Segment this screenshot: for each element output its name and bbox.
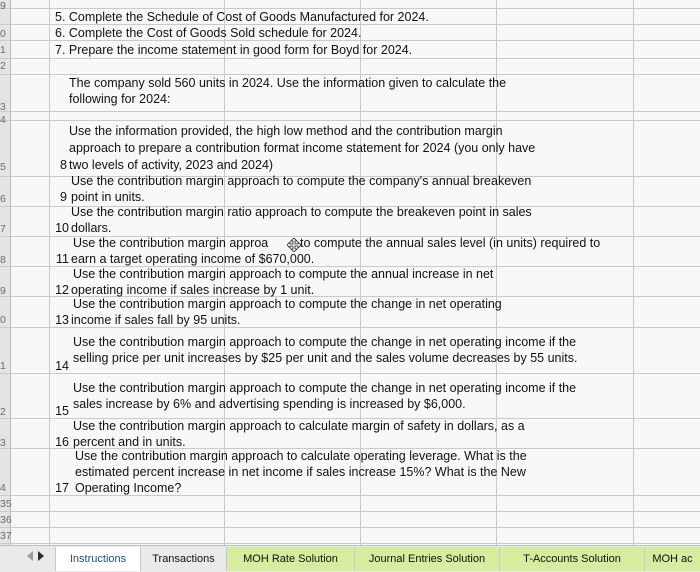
row-number: 35 — [0, 498, 12, 510]
question-number: 16 — [55, 435, 69, 449]
grid-line — [0, 511, 700, 512]
question-17-line[interactable]: Use the contribution margin approach to calculate operating leverage. What is the — [75, 449, 527, 463]
grid-line — [49, 0, 50, 545]
row-number: 0 — [0, 28, 6, 40]
question-17-line[interactable]: Operating Income? — [75, 481, 182, 495]
grid-line — [0, 373, 700, 374]
previous-sheet-icon[interactable] — [27, 551, 33, 561]
row-number: 3 — [0, 437, 6, 449]
next-sheet-icon[interactable] — [38, 551, 44, 561]
requirement-line[interactable]: 6. Complete the Cost of Goods Sold schedule for 2024. — [55, 26, 362, 40]
tab-journal-entries-solution[interactable]: Journal Entries Solution — [354, 547, 499, 571]
question-13-line[interactable]: Use the contribution margin approach to compute the change in net operating — [73, 297, 502, 311]
row-number: 2 — [0, 60, 6, 72]
question-8-line[interactable]: approach to prepare a contribution format income statement for 2024 (you only have — [69, 141, 536, 155]
question-8-line[interactable]: two levels of activity, 2023 and 2024) — [69, 158, 274, 172]
tab-moh-rate-solution[interactable]: MOH Rate Solution — [226, 547, 354, 571]
grid-line — [0, 120, 700, 121]
question-number: 8 — [60, 158, 67, 172]
grid-line — [0, 527, 700, 528]
question-15-line[interactable]: sales increase by 6% and advertising spending is increased by $6,000. — [73, 397, 466, 411]
row-number: 36 — [0, 514, 12, 526]
row-number: 7 — [0, 223, 6, 235]
tab-moh-ac[interactable]: MOH ac — [644, 547, 700, 571]
row-header-column — [0, 0, 11, 545]
question-16-line[interactable]: Use the contribution margin approach to calculate margin of safety in dollars, as a — [73, 419, 525, 433]
question-number: 10 — [55, 221, 69, 235]
question-11-line[interactable]: Use the contribution margin approa — [73, 236, 269, 250]
row-number: 9 — [0, 285, 6, 297]
question-9-line[interactable]: point in units. — [71, 190, 145, 204]
tab-transactions[interactable]: Transactions — [140, 547, 226, 571]
question-14-line[interactable]: Use the contribution margin approach to compute the change in net operating income if the — [73, 335, 577, 349]
grid-line — [633, 0, 634, 545]
question-12-line[interactable]: operating income if sales increase by 1 unit. — [71, 283, 315, 297]
question-12-line[interactable]: Use the contribution margin approach to compute the annual increase in net — [73, 267, 494, 281]
grid-line — [0, 58, 700, 59]
question-10-line[interactable]: Use the contribution margin ratio approach to compute the breakeven point in sales — [71, 205, 532, 219]
question-number: 12 — [55, 283, 69, 297]
question-10-line[interactable]: dollars. — [71, 221, 112, 235]
row-number: 2 — [0, 406, 6, 418]
question-number: 17 — [55, 481, 69, 495]
tab-t-accounts-solution[interactable]: T-Accounts Solution — [499, 547, 644, 571]
question-number: 15 — [55, 404, 69, 418]
requirement-line[interactable]: 7. Prepare the income statement in good form for Boyd for 2024. — [55, 43, 413, 57]
question-number: 13 — [55, 313, 69, 327]
tab-instructions[interactable]: Instructions — [55, 547, 140, 571]
question-number: 11 — [56, 252, 69, 266]
question-8-line[interactable]: Use the information provided, the high low method and the contribution margin — [69, 124, 503, 138]
question-11-line[interactable]: earn a target operating income of $670,000. — [71, 252, 315, 266]
requirement-line[interactable]: 5. Complete the Schedule of Cost of Goods Manufactured for 2024. — [55, 10, 429, 24]
row-number: 37 — [0, 530, 12, 542]
question-17-line[interactable]: estimated percent increase in net income if sales increase 15%? What is the New — [75, 465, 526, 479]
grid-line — [0, 111, 700, 112]
sheet-tab-bar — [0, 545, 700, 572]
row-number: 3 — [0, 101, 6, 113]
row-number: 9 — [0, 0, 6, 12]
row-number: 1 — [0, 360, 6, 372]
grid-line — [0, 543, 700, 544]
intro-line[interactable]: following for 2024: — [69, 92, 171, 106]
question-number: 14 — [55, 359, 69, 373]
question-13-line[interactable]: income if sales fall by 95 units. — [71, 313, 241, 327]
question-11-line[interactable]: to compute the annual sales level (in units) required to — [300, 236, 601, 250]
row-number: 8 — [0, 254, 6, 266]
row-number: 1 — [0, 44, 6, 56]
question-number: 9 — [60, 190, 67, 204]
row-number: 6 — [0, 193, 6, 205]
row-number: 5 — [0, 161, 6, 173]
question-9-line[interactable]: Use the contribution margin approach to compute the company's annual breakeven — [71, 174, 532, 188]
question-15-line[interactable]: Use the contribution margin approach to compute the change in net operating income if the — [73, 381, 577, 395]
question-16-line[interactable]: percent and in units. — [73, 435, 186, 449]
move-cursor-icon — [287, 238, 301, 252]
row-number: 4 — [0, 114, 6, 126]
intro-line[interactable]: The company sold 560 units in 2024. Use the information given to calculate the — [69, 76, 507, 90]
row-number: 0 — [0, 314, 6, 326]
question-14-line[interactable]: selling price per unit increases by $25 per unit and the sales volume decreases by 55 units. — [73, 351, 578, 365]
row-number: 4 — [0, 482, 6, 494]
